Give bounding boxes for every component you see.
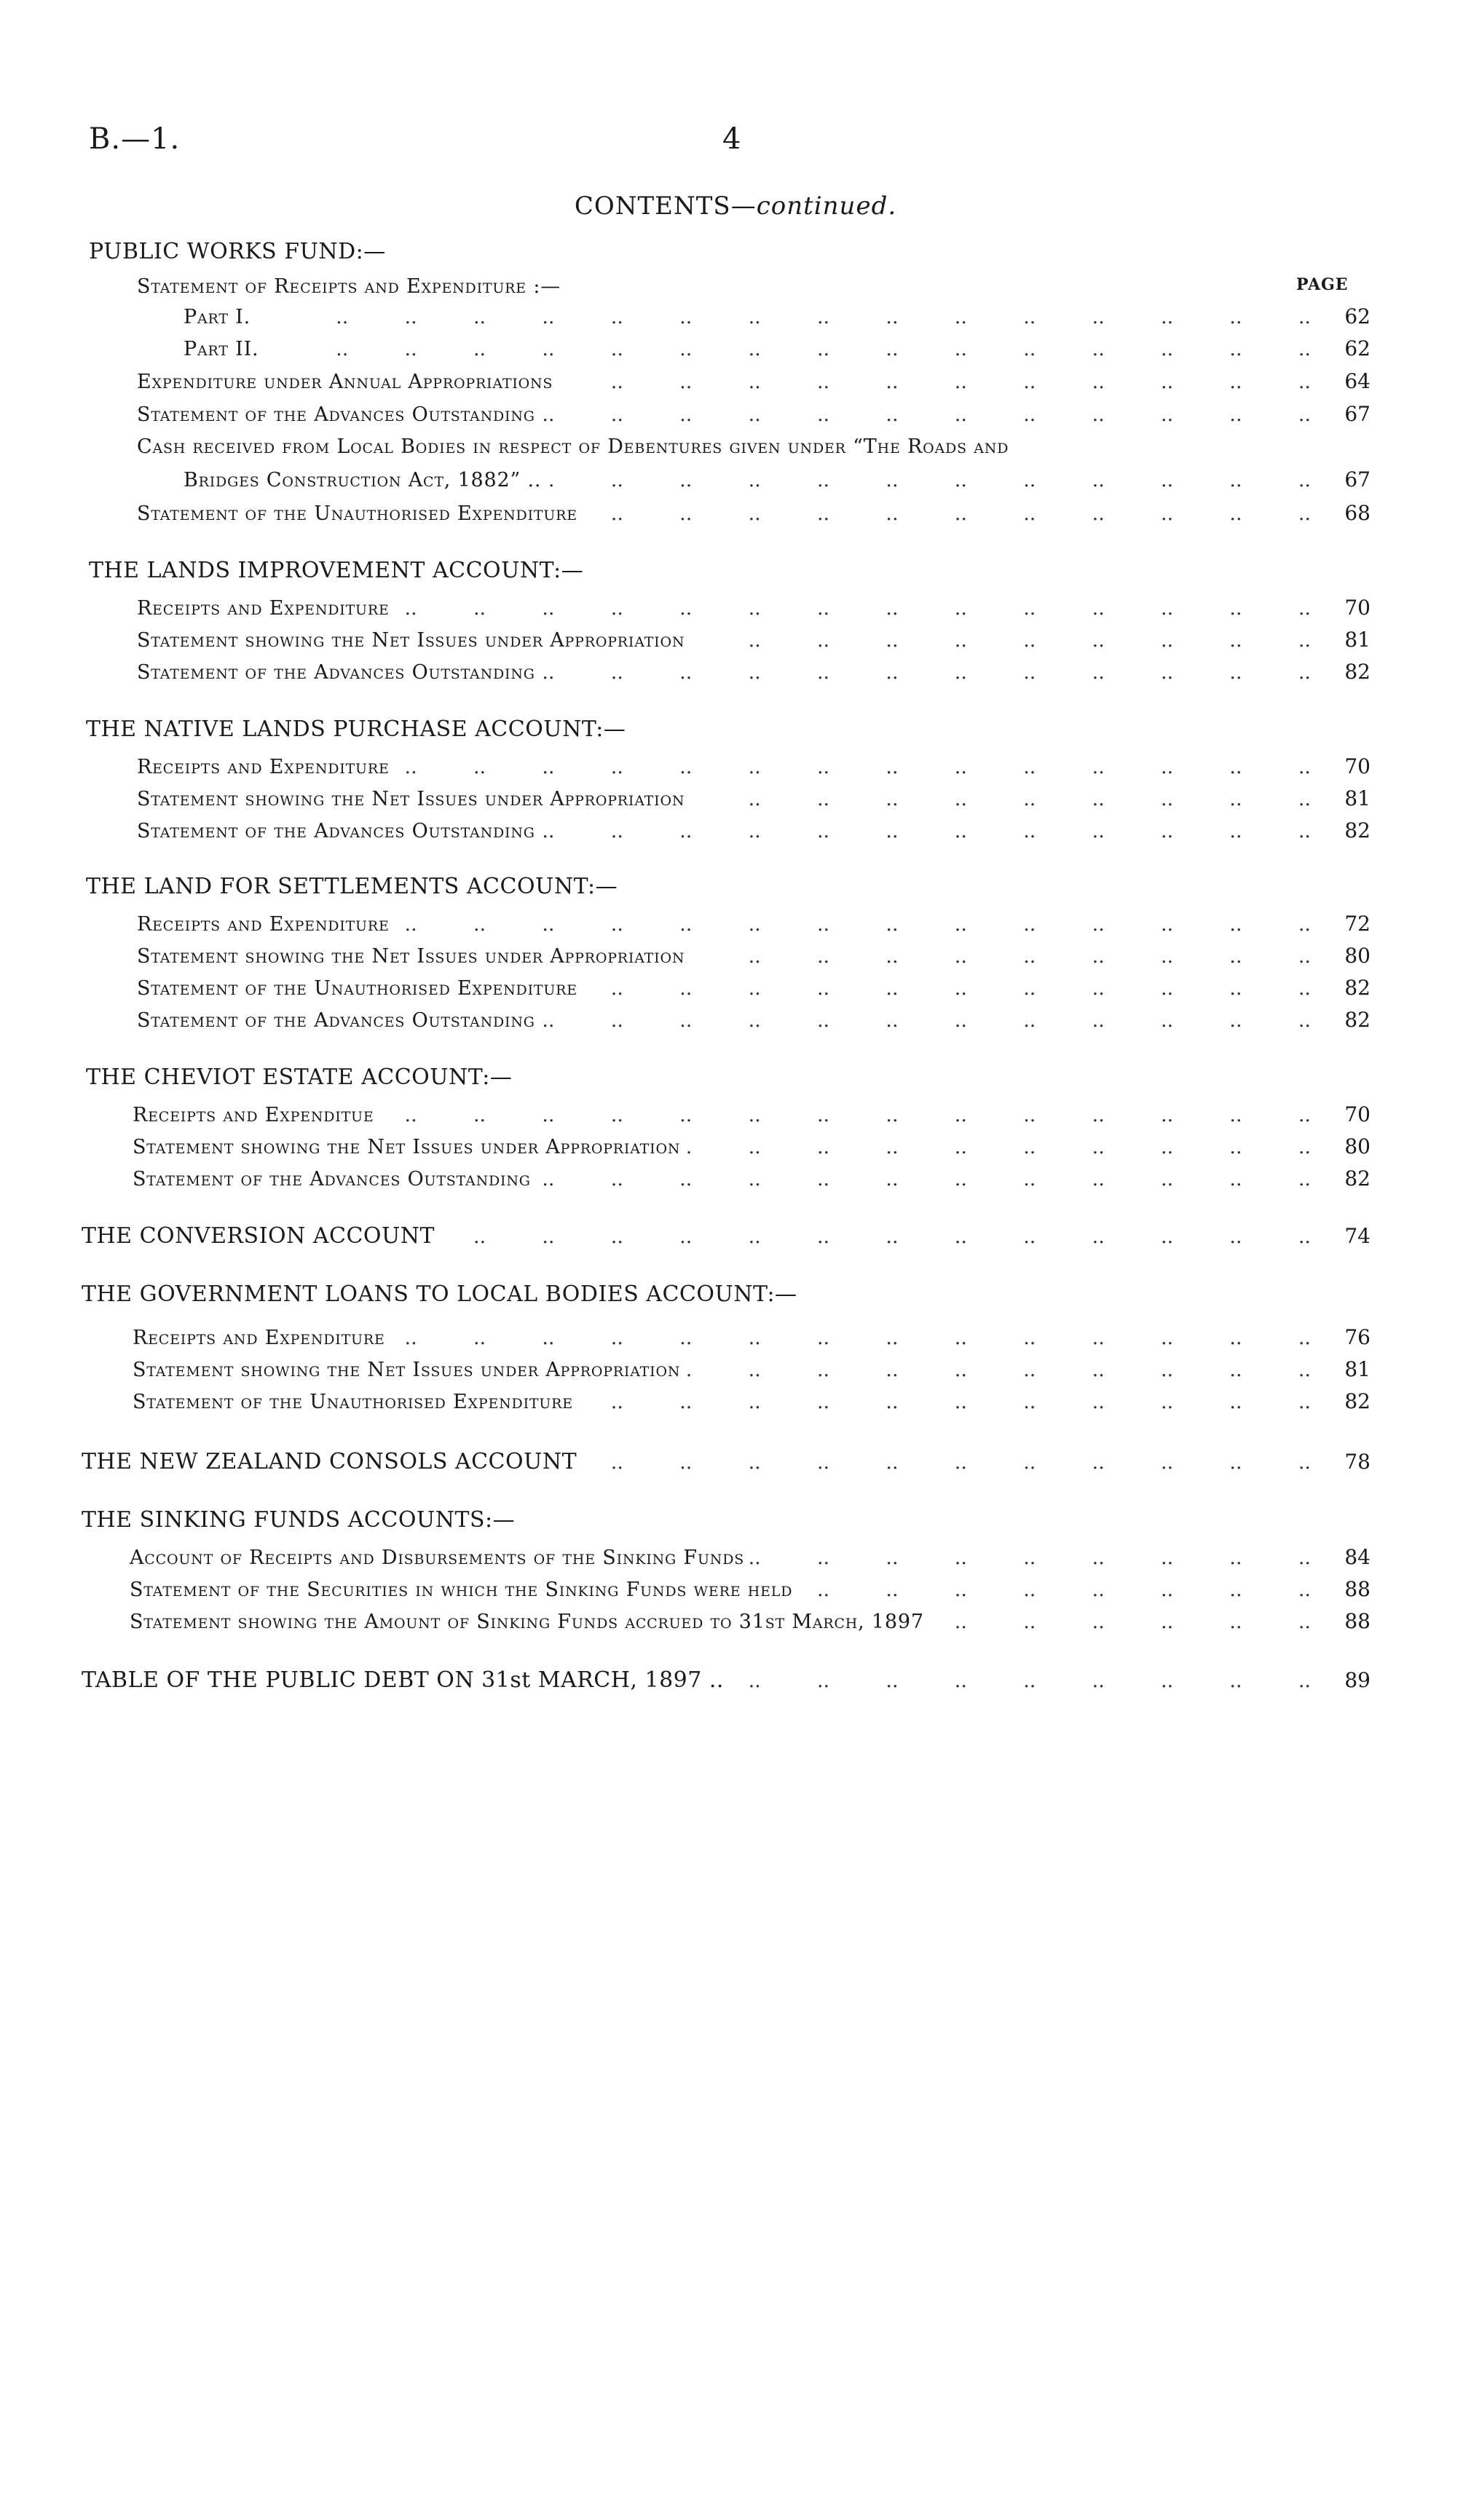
section-title-public-works: PUBLIC WORKS FUND:— (89, 239, 386, 264)
entry-label: Statement showing the Net Issues under Appropriation (133, 1359, 686, 1381)
entry-label: Receipts and Expenditure (137, 597, 395, 620)
leader-dots (441, 1225, 1311, 1248)
toc-entry (137, 976, 1371, 1005)
entry-page: 82 (1344, 1008, 1371, 1032)
toc-entry (133, 1134, 1371, 1164)
leader-dots (541, 661, 1311, 684)
toc-entry (137, 818, 1371, 848)
toc-entry (184, 304, 1371, 333)
entry-label: Statement of the Unauthorised Expenditure (137, 502, 583, 525)
toc-entry (137, 754, 1371, 783)
entry-page: 84 (1344, 1545, 1371, 1569)
leader-dots (583, 977, 1311, 1000)
entry-label: Statement of the Advances Outstanding (137, 661, 541, 684)
leader-dots (686, 1136, 1311, 1158)
leader-dots (541, 820, 1311, 842)
toc-entry (137, 596, 1371, 625)
toc-entry (130, 1609, 1371, 1638)
entry-page: 82 (1344, 976, 1371, 1000)
entry-page: 81 (1344, 628, 1371, 652)
entry-cash-received-line1: Cash received from Local Bodies in respect of Debentures given under “The Roads and (137, 435, 1009, 458)
leader-dots (264, 338, 1311, 360)
entry-label: Statement showing the Net Issues under Appropriation (137, 629, 690, 652)
entry-label: Statement showing the Net Issues under Appropriation (137, 945, 690, 968)
toc-entry (82, 1223, 1371, 1252)
toc-entry (137, 501, 1371, 530)
toc-entry (82, 1449, 1371, 1478)
entry-label: Part II. (184, 338, 264, 360)
entry-label: THE NEW ZEALAND CONSOLS ACCOUNT (82, 1449, 583, 1474)
section-title-lands-improvement: THE LANDS IMPROVEMENT ACCOUNT:— (89, 558, 584, 583)
toc-entry (137, 628, 1371, 657)
entry-page: 62 (1344, 304, 1371, 328)
leader-dots (559, 371, 1311, 393)
entry-page: 70 (1344, 596, 1371, 620)
leader-dots (690, 629, 1311, 652)
entry-page: 81 (1344, 1357, 1371, 1381)
entry-label: Receipts and Expenditure (137, 913, 395, 936)
entry-label: Statement of the Unauthorised Expenditure (133, 1391, 579, 1413)
entry-page: 76 (1344, 1325, 1371, 1349)
toc-entry (184, 336, 1371, 366)
entry-label: Statement of the Advances Outstanding (137, 403, 541, 426)
leader-dots (583, 502, 1311, 525)
toc-entry (184, 467, 1371, 497)
entry-page: 89 (1344, 1668, 1371, 1692)
toc-entry (133, 1357, 1371, 1386)
entry-statement-receipts-heading: Statement of Receipts and Expenditure :— (137, 275, 561, 298)
entry-page: 70 (1344, 1102, 1371, 1126)
leader-dots (750, 1547, 1311, 1569)
entry-page: 82 (1344, 660, 1371, 684)
section-title-sinking-funds: THE SINKING FUNDS ACCOUNTS:— (82, 1507, 516, 1533)
section-title-govt-loans: THE GOVERNMENT LOANS TO LOCAL BODIES ACCOUNT:— (82, 1281, 797, 1307)
contents-heading-suffix: —continued. (730, 191, 897, 221)
toc-entry (137, 912, 1371, 941)
entry-label: THE CONVERSION ACCOUNT (82, 1223, 441, 1249)
leader-dots (930, 1611, 1311, 1633)
toc-entry (82, 1667, 1371, 1697)
entry-page: 62 (1344, 336, 1371, 360)
toc-entry (133, 1389, 1371, 1418)
leader-dots (686, 1359, 1311, 1381)
toc-entry (137, 660, 1371, 689)
entry-label: Bridges Construction Act, 1882” .. (184, 469, 547, 491)
leader-dots (730, 1670, 1311, 1692)
contents-heading-main: CONTENTS (574, 191, 731, 221)
entry-page: 70 (1344, 754, 1371, 778)
toc-entry (133, 1325, 1371, 1354)
entry-label: Account of Receipts and Disbursements of the Sinking Funds (130, 1547, 750, 1569)
toc-entry (130, 1577, 1371, 1606)
entry-page: 67 (1344, 467, 1371, 491)
entry-label: Statement showing the Amount of Sinking Funds accrued to 31st March, 1897 (130, 1611, 930, 1633)
leader-dots (537, 1168, 1311, 1190)
leader-dots (380, 1104, 1311, 1126)
leader-dots (395, 597, 1311, 620)
toc-entry (130, 1545, 1371, 1574)
entry-label: Receipts and Expenditure (133, 1327, 391, 1349)
section-title-native-lands: THE NATIVE LANDS PURCHASE ACCOUNT:— (86, 716, 626, 742)
entry-label: Statement of the Advances Outstanding (137, 820, 541, 842)
entry-label: Statement of the Securities in which the Sinking Funds were held (130, 1579, 798, 1601)
leader-dots (395, 756, 1311, 778)
toc-entry (137, 1008, 1371, 1037)
entry-page: 88 (1344, 1577, 1371, 1601)
leader-dots (541, 403, 1311, 426)
entry-label: Receipts and Expenditue (133, 1104, 380, 1126)
entry-page: 78 (1344, 1450, 1371, 1474)
contents-heading (0, 191, 1471, 221)
entry-label: Statement showing the Net Issues under Appropriation (133, 1136, 686, 1158)
leader-dots (395, 913, 1311, 936)
leader-dots (256, 306, 1311, 328)
entry-label: Statement of the Advances Outstanding (137, 1009, 541, 1032)
leader-dots (579, 1391, 1311, 1413)
toc-entry (137, 944, 1371, 973)
entry-page: 67 (1344, 402, 1371, 426)
entry-page: 72 (1344, 912, 1371, 936)
entry-page: 88 (1344, 1609, 1371, 1633)
toc-entry (133, 1166, 1371, 1196)
toc-entry (137, 402, 1371, 431)
entry-label: Statement of the Advances Outstanding (133, 1168, 537, 1190)
entry-page: 64 (1344, 369, 1371, 393)
entry-page: 82 (1344, 818, 1371, 842)
entry-page: 82 (1344, 1389, 1371, 1413)
document-reference: B.—1. (89, 122, 181, 156)
entry-page: 80 (1344, 1134, 1371, 1158)
section-title-land-settlements: THE LAND FOR SETTLEMENTS ACCOUNT:— (86, 874, 618, 899)
leader-dots (547, 469, 1311, 491)
leader-dots (583, 1451, 1311, 1474)
entry-page: 68 (1344, 501, 1371, 525)
entry-label: Statement showing the Net Issues under Appropriation (137, 788, 690, 810)
entry-label: Part I. (184, 306, 256, 328)
toc-entry (137, 786, 1371, 815)
leader-dots (690, 788, 1311, 810)
page-column-label: PAGE (1296, 275, 1349, 294)
entry-page: 74 (1344, 1224, 1371, 1248)
leader-dots (798, 1579, 1311, 1601)
entry-label: Expenditure under Annual Appropriations (137, 371, 559, 393)
entry-label: Receipts and Expenditure (137, 756, 395, 778)
leader-dots (391, 1327, 1311, 1349)
entry-page: 81 (1344, 786, 1371, 810)
entry-page: 80 (1344, 944, 1371, 968)
entry-label: TABLE OF THE PUBLIC DEBT ON 31st MARCH, 1897 .. (82, 1667, 730, 1693)
leader-dots (690, 945, 1311, 968)
leader-dots (541, 1009, 1311, 1032)
entry-page: 82 (1344, 1166, 1371, 1190)
toc-entry (133, 1102, 1371, 1131)
toc-entry (137, 369, 1371, 398)
section-title-cheviot: THE CHEVIOT ESTATE ACCOUNT:— (86, 1065, 513, 1090)
page-number: 4 (722, 122, 741, 156)
entry-label: Statement of the Unauthorised Expenditure (137, 977, 583, 1000)
